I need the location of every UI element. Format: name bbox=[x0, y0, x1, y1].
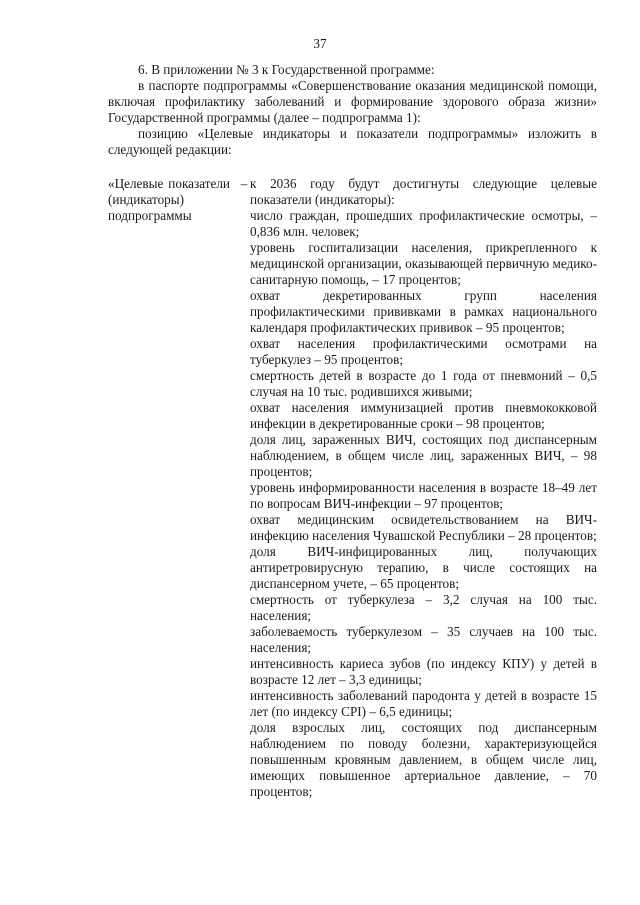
page-number: 37 bbox=[313, 36, 327, 51]
indicator-item: число граждан, прошедших профилактические осмотры, – 0,836 млн. человек; bbox=[250, 208, 597, 239]
indicator-item: интенсивность кариеса зубов (по индексу КПУ) у детей в возрасте 12 лет – 3,3 единицы; bbox=[250, 656, 597, 687]
indicator-item: интенсивность заболеваний пародонта у детей в возрасте 15 лет (по индексу CPI) – 6,5 единицы; bbox=[250, 688, 597, 719]
table-label-cell bbox=[108, 176, 230, 224]
indicator-item: доля ВИЧ-инфицированных лиц, получающих антиретровирусную терапию, в числе состоящих на диспансерном учете, – 65 процентов; bbox=[250, 544, 597, 591]
indicator-item: доля лиц, зараженных ВИЧ, состоящих под диспансерным наблюдением, в общем числе лиц, зараженных ВИЧ, – 98 процентов; bbox=[250, 432, 597, 479]
table-label: «Целевые показатели (индикаторы) подпрограммы bbox=[108, 176, 230, 223]
intro-paragraph: в паспорте подпрограммы «Совершенствование оказания медицинской помощи, включая профилактику заболеваний и формирование здорового образа жизни» Государственной программы (далее – подпрограмма 1): bbox=[108, 78, 597, 125]
intro-text bbox=[108, 62, 597, 158]
indicator-item: охват населения профилактическими осмотрами на туберкулез – 95 процентов; bbox=[250, 336, 597, 367]
indicator-item: смертность от туберкулеза – 3,2 случая на 100 тыс. населения; bbox=[250, 592, 597, 623]
indicator-item: уровень информированности населения в возрасте 18–49 лет по вопросам ВИЧ-инфекции – 97 процентов; bbox=[250, 480, 597, 511]
indicator-item: уровень госпитализации населения, прикрепленного к медицинской организации, оказывающей первичную медико-санитарную помощь, – 17 процентов; bbox=[250, 240, 597, 287]
intro-paragraph: позицию «Целевые индикаторы и показатели подпрограммы» изложить в следующей редакции: bbox=[108, 126, 597, 157]
indicator-item: заболеваемость туберкулезом – 35 случаев на 100 тыс. населения; bbox=[250, 624, 597, 655]
table-value-cell bbox=[250, 176, 597, 800]
indicator-item: охват медицинским освидетельствованием на ВИЧ-инфекцию населения Чувашской Республики – 28 процентов; bbox=[250, 512, 597, 543]
indicator-item: охват декретированных групп населения профилактическими прививками в рамках национального календаря профилактических прививок – 95 процентов; bbox=[250, 288, 597, 335]
indicator-item: охват населения иммунизацией против пневмококковой инфекции в декретированные сроки – 98 процентов; bbox=[250, 400, 597, 431]
table-dash: – bbox=[240, 176, 248, 191]
intro-paragraph: 6. В приложении № 3 к Государственной программе: bbox=[138, 62, 435, 77]
indicator-item: доля взрослых лиц, состоящих под диспансерным наблюдением по поводу болезни, характеризующейся повышенным кровяным давлением, в общем числе лиц, имеющих повышенное артериальное давление, – 70 процентов; bbox=[250, 720, 597, 799]
indicator-item: смертность детей в возрасте до 1 года от пневмоний – 0,5 случая на 10 тыс. родившихся живыми; bbox=[250, 368, 597, 399]
indicator-item: к 2036 году будут достигнуты следующие целевые показатели (индикаторы): bbox=[250, 176, 597, 207]
